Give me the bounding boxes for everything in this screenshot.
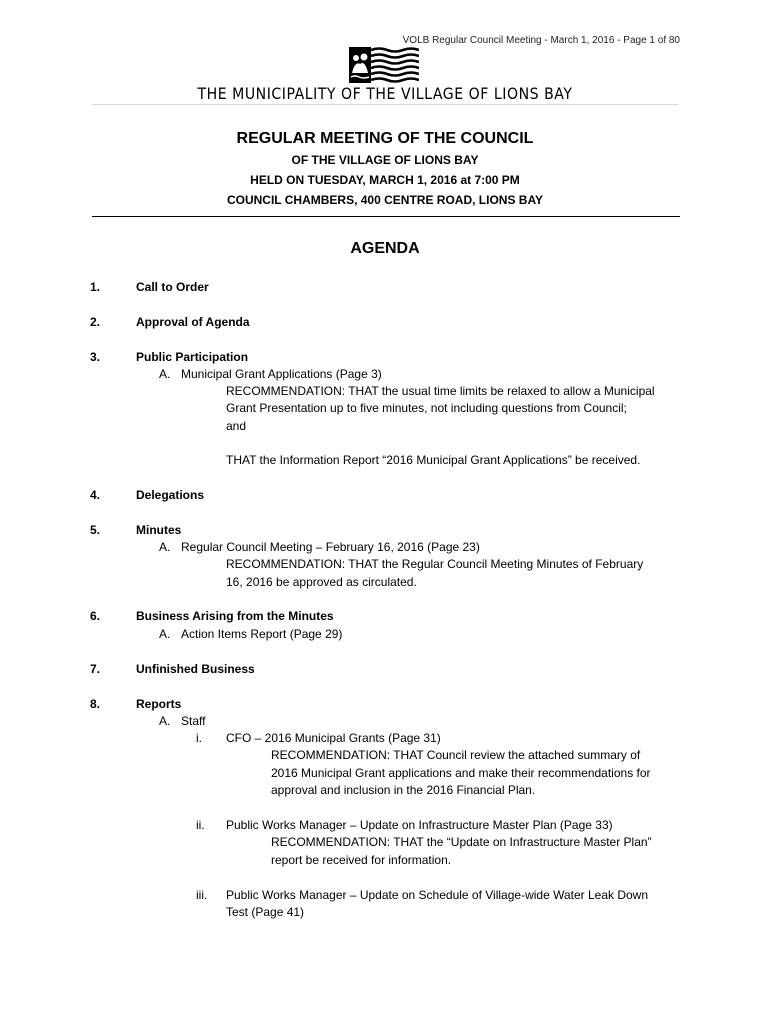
item-title-unfinished-business: Unfinished Business	[136, 662, 255, 676]
item-number: 6.	[90, 609, 101, 623]
sub-item-municipal-grants: Municipal Grant Applications (Page 3)	[181, 367, 382, 381]
roman-numeral: ii.	[196, 818, 205, 832]
section-divider	[92, 216, 680, 217]
lions-bay-crest-icon	[349, 47, 419, 83]
item-title-delegations: Delegations	[136, 488, 205, 502]
recommendation-line: 16, 2016 be approved as circulated.	[226, 575, 417, 589]
report-infrastructure-plan: Public Works Manager – Update on Infrastructure Master Plan (Page 33)	[226, 818, 613, 832]
recommendation-line: RECOMMENDATION: THAT the Regular Council Meeting Minutes of February	[226, 557, 644, 571]
item-number: 7.	[90, 662, 101, 676]
sub-item-regular-council-meeting: Regular Council Meeting – February 16, 2016 (Page 23)	[181, 540, 480, 554]
sub-item-action-items: Action Items Report (Page 29)	[181, 627, 343, 641]
recommendation-line: Grant Presentation up to five minutes, not including questions from Council;	[226, 401, 627, 415]
sub-item-letter: A.	[159, 627, 171, 641]
recommendation-line: THAT the Information Report “2016 Municipal Grant Applications” be received.	[226, 453, 641, 467]
recommendation-line: RECOMMENDATION: THAT Council review the attached summary of	[271, 748, 641, 762]
recommendation-line: RECOMMENDATION: THAT the usual time limits be relaxed to allow a Municipal	[226, 384, 655, 398]
item-number: 8.	[90, 697, 101, 711]
roman-numeral: iii.	[196, 888, 208, 902]
recommendation-line: and	[226, 419, 247, 433]
item-title-minutes: Minutes	[136, 523, 182, 537]
item-title-public-participation: Public Participation	[136, 350, 249, 364]
sub-item-letter: A.	[159, 714, 171, 728]
item-title-business-arising: Business Arising from the Minutes	[136, 609, 334, 623]
meeting-info	[0, 128, 770, 210]
municipality-title: THE MUNICIPALITY OF THE VILLAGE OF LIONS BAY	[197, 84, 573, 103]
item-title-approval-of-agenda: Approval of Agenda	[136, 315, 250, 329]
sub-item-letter: A.	[159, 540, 171, 554]
report-water-leak-test: Public Works Manager – Update on Schedule of Village-wide Water Leak Down	[226, 888, 649, 902]
item-number: 1.	[90, 280, 101, 294]
item-title-reports: Reports	[136, 697, 182, 711]
recommendation-line: 2016 Municipal Grant applications and make their recommendations for	[271, 766, 651, 780]
item-title-call-to-order: Call to Order	[136, 280, 209, 294]
roman-numeral: i.	[196, 731, 202, 745]
report-cfo-grants: CFO – 2016 Municipal Grants (Page 31)	[226, 731, 441, 745]
sub-item-staff: Staff	[181, 714, 206, 728]
page-header: VOLB Regular Council Meeting - March 1, 2016 - Page 1 of 80	[402, 35, 680, 46]
meeting-subtitle: OF THE VILLAGE OF LIONS BAY	[291, 153, 479, 167]
header-divider	[92, 104, 678, 105]
meeting-location: COUNCIL CHAMBERS, 400 CENTRE ROAD, LIONS BAY	[226, 193, 544, 207]
recommendation-line: RECOMMENDATION: THAT the “Update on Infrastructure Master Plan”	[271, 835, 652, 849]
report-water-leak-test-cont: Test (Page 41)	[226, 905, 305, 919]
item-number: 4.	[90, 488, 101, 502]
item-number: 2.	[90, 315, 101, 329]
item-number: 5.	[90, 523, 101, 537]
sub-item-letter: A.	[159, 367, 171, 381]
meeting-datetime: HELD ON TUESDAY, MARCH 1, 2016 at 7:00 PM	[250, 173, 520, 187]
agenda-heading: AGENDA	[350, 240, 420, 257]
recommendation-line: approval and inclusion in the 2016 Financial Plan.	[271, 783, 536, 797]
recommendation-line: report be received for information.	[271, 853, 452, 867]
meeting-title: REGULAR MEETING OF THE COUNCIL	[236, 130, 534, 147]
item-number: 3.	[90, 350, 101, 364]
